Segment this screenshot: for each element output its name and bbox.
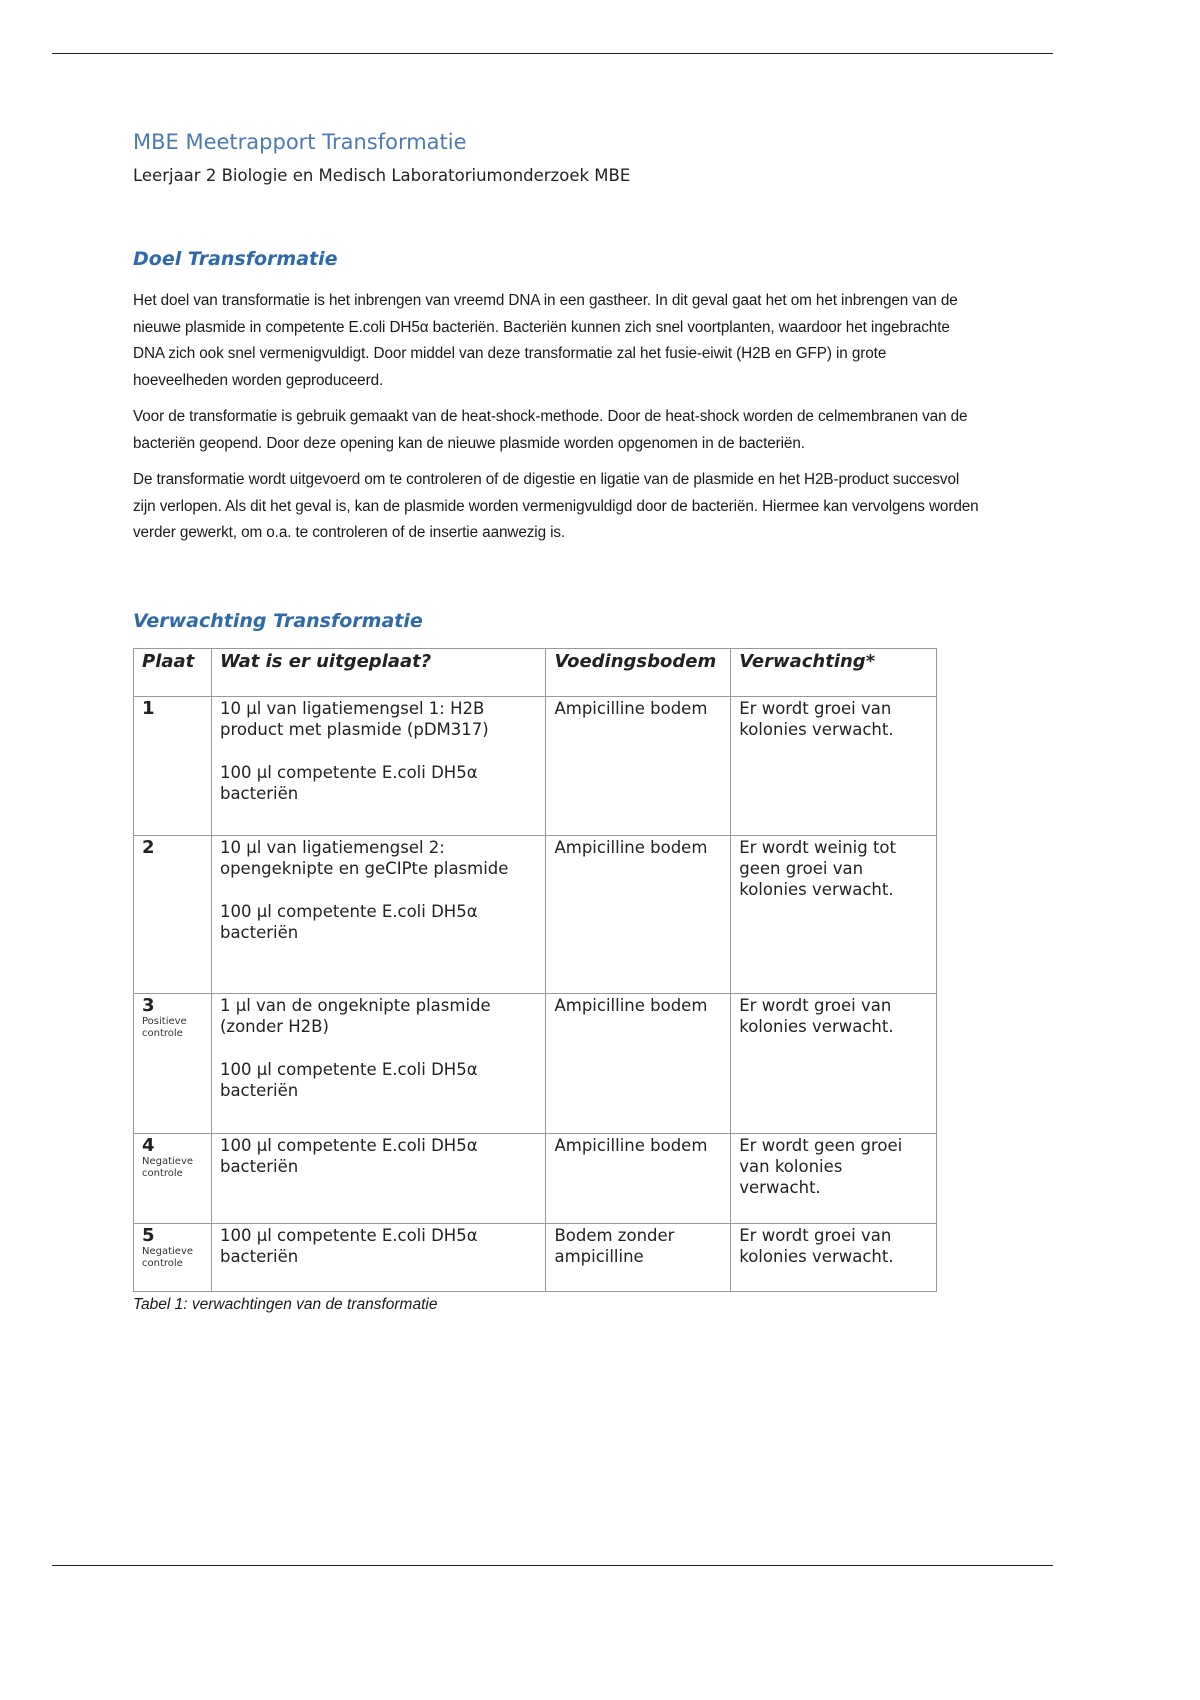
medium-cell: Ampicilline bodem bbox=[546, 993, 731, 1133]
table-row bbox=[134, 1223, 937, 1291]
medium-cell: Bodem zonder ampicilline bbox=[546, 1223, 731, 1291]
plate-note: Positieve controle bbox=[142, 1015, 187, 1039]
plate-cell bbox=[134, 1223, 212, 1291]
plated-line: 1 µl van de ongeknipte plasmide (zonder H2B) bbox=[219, 995, 491, 1036]
plate-cell bbox=[134, 1133, 212, 1223]
expectation-cell: Er wordt groei van kolonies verwacht. bbox=[731, 696, 937, 835]
paragraph: Het doel van transformatie is het inbrengen van vreemd DNA in een gastheer. In dit geval gaat het om het inbrengen van de nieuwe plasmide in competente E.coli DH5α bacteriën. Bacteriën kunnen zich snel voortplanten, waardoor het ingebrachte DNA zich ook snel vermenigvuldigt. Door middel van deze transformatie zal het fusie-eiwit (H2B en GFP) in grote hoeveelheden worden geproduceerd. bbox=[133, 292, 958, 389]
plate-number: 5 bbox=[142, 1224, 155, 1246]
plate-number: 4 bbox=[142, 1134, 155, 1156]
table-row bbox=[134, 696, 937, 835]
plated-line: 10 µl van ligatiemengsel 2: opengeknipte en geCIPte plasmide bbox=[219, 837, 509, 878]
plated-cell bbox=[211, 1223, 545, 1291]
column-header: Verwachting* bbox=[731, 648, 937, 696]
document-subtitle: Leerjaar 2 Biologie en Medisch Laboratoriumonderzoek MBE bbox=[133, 166, 631, 185]
paragraph: Voor de transformatie is gebruik gemaakt van de heat-shock-methode. Door de heat-shock worden de celmembranen van de bacteriën geopend. Door deze opening kan de nieuwe plasmide worden opgenomen in de bacteriën. bbox=[133, 408, 968, 452]
plated-line: 100 µl competente E.coli DH5α bacteriën bbox=[219, 901, 478, 942]
plate-cell bbox=[134, 993, 212, 1133]
document-body bbox=[133, 130, 983, 1314]
column-header: Voedingsbodem bbox=[546, 648, 731, 696]
table-caption: Tabel 1: verwachtingen van de transformatie bbox=[133, 1295, 438, 1313]
expectation-cell: Er wordt groei van kolonies verwacht. bbox=[731, 993, 937, 1133]
plate-number: 3 bbox=[142, 994, 155, 1016]
section-heading-doel: Doel Transformatie bbox=[133, 248, 338, 270]
plated-line: 10 µl van ligatiemengsel 1: H2B product met plasmide (pDM317) bbox=[219, 698, 489, 739]
plate-cell bbox=[134, 696, 212, 835]
plated-line: 100 µl competente E.coli DH5α bacteriën bbox=[219, 1059, 478, 1100]
column-header: Wat is er uitgeplaat? bbox=[211, 648, 545, 696]
plate-cell bbox=[134, 835, 212, 993]
table-row bbox=[134, 835, 937, 993]
footer-rule bbox=[52, 1565, 1053, 1566]
medium-cell: Ampicilline bodem bbox=[546, 1133, 731, 1223]
table-row bbox=[134, 993, 937, 1133]
plate-number: 1 bbox=[142, 697, 155, 719]
plated-line: 100 µl competente E.coli DH5α bacteriën bbox=[219, 762, 478, 803]
plated-line: 100 µl competente E.coli DH5α bacteriën bbox=[219, 1135, 478, 1176]
plate-note: Negatieve controle bbox=[142, 1245, 194, 1269]
plate-note: Negatieve controle bbox=[142, 1155, 194, 1179]
header-rule bbox=[52, 53, 1053, 54]
medium-cell: Ampicilline bodem bbox=[546, 696, 731, 835]
plated-cell bbox=[211, 696, 545, 835]
plated-cell bbox=[211, 835, 545, 993]
table-header-row bbox=[134, 648, 937, 696]
section-heading-verwachting: Verwachting Transformatie bbox=[133, 609, 423, 632]
plate-number: 2 bbox=[142, 836, 155, 858]
expectation-cell: Er wordt groei van kolonies verwacht. bbox=[731, 1223, 937, 1291]
expectation-cell: Er wordt weinig tot geen groei van kolonies verwacht. bbox=[731, 835, 937, 993]
plated-line: 100 µl competente E.coli DH5α bacteriën bbox=[219, 1225, 478, 1266]
table-row bbox=[134, 1133, 937, 1223]
plated-cell bbox=[211, 1133, 545, 1223]
column-header: Plaat bbox=[134, 648, 212, 696]
expectations-table bbox=[133, 648, 937, 1292]
paragraph: De transformatie wordt uitgevoerd om te controleren of de digestie en ligatie van de plasmide en het H2B-product succesvol zijn verlopen. Als dit het geval is, kan de plasmide worden vermenigvuldigd door de bacteriën. Hiermee kan vervolgens worden verder gewerkt, om o.a. te controleren of de insertie aanwezig is. bbox=[133, 471, 979, 541]
plated-cell bbox=[211, 993, 545, 1133]
document-title: MBE Meetrapport Transformatie bbox=[133, 130, 467, 154]
expectation-cell: Er wordt geen groei van kolonies verwacht. bbox=[731, 1133, 937, 1223]
medium-cell: Ampicilline bodem bbox=[546, 835, 731, 993]
